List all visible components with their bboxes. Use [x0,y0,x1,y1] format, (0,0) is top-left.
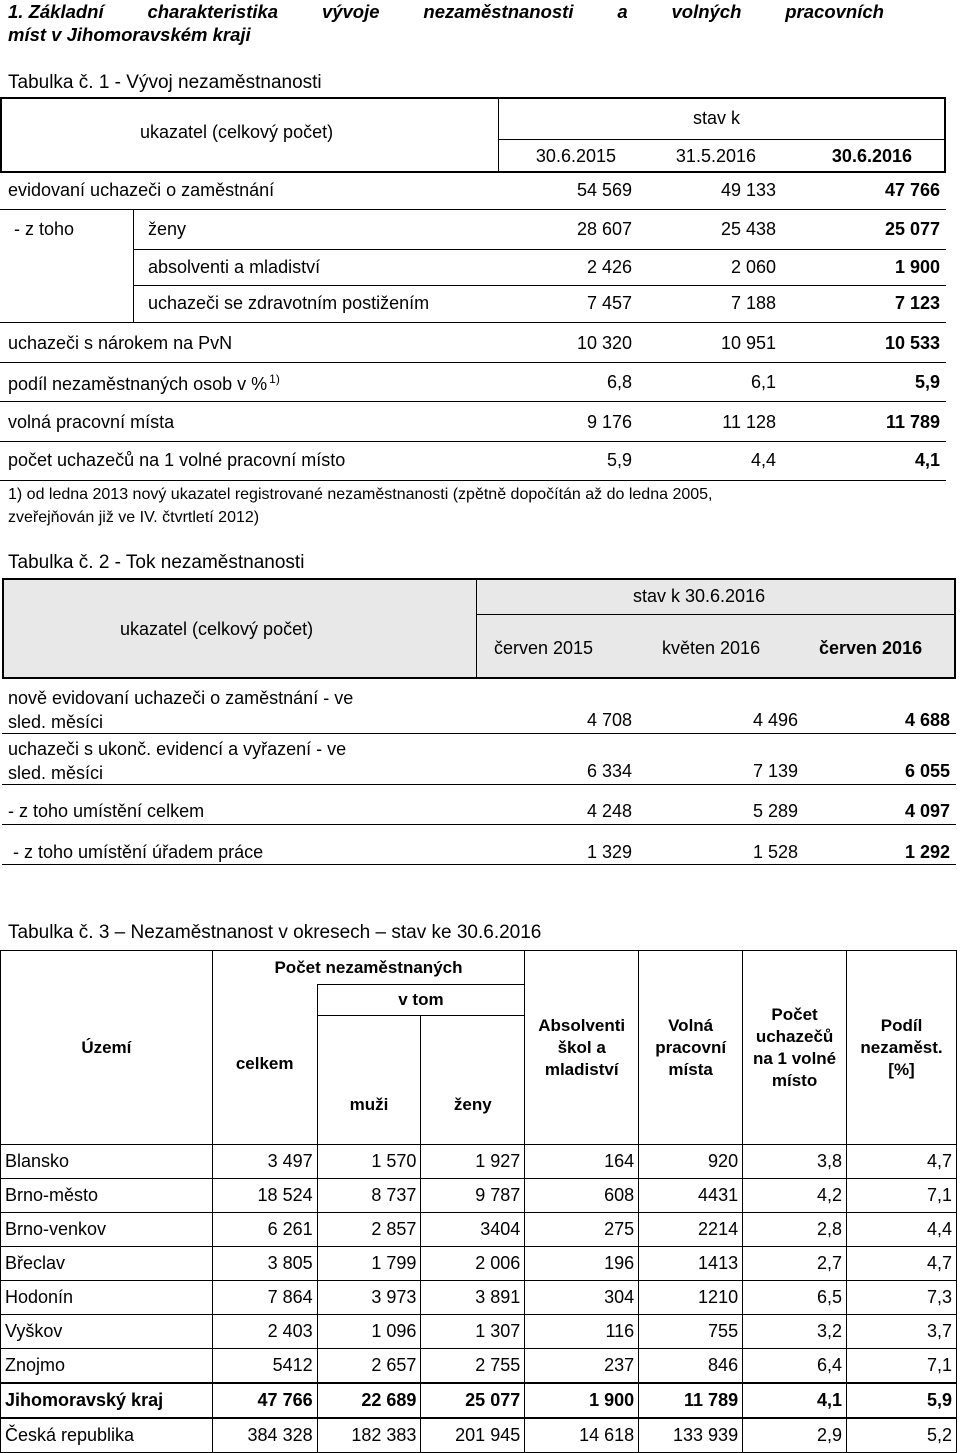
table3-cell: 1 927 [421,1145,525,1179]
heading-word: 1. Základní [8,1,104,22]
table2-cell: 1 329 [586,842,632,862]
table3-cell: 2 006 [421,1247,525,1281]
table-row [1,1383,957,1418]
table1-row-label: volná pracovní místa [8,412,175,432]
table3-cell: 14 618 [525,1418,639,1453]
table3-header-celkem: celkem [212,985,317,1145]
table1-cell: 6,8 [606,372,632,392]
table3-region: Břeclav [1,1247,213,1281]
table2-cell: 4 496 [752,710,798,730]
table3-cell: 1 570 [317,1145,421,1179]
table3-cell: 3 497 [212,1145,317,1179]
table3-region: Brno-venkov [1,1213,213,1247]
table3-cell: 2,9 [743,1418,847,1453]
table-row [1,1145,957,1179]
table-row [1,1315,957,1349]
heading-line2: míst v Jihomoravském kraji [8,24,251,45]
table3-cell: 275 [525,1213,639,1247]
table3-cell: 4,7 [847,1247,957,1281]
table3-cell: 3,8 [743,1145,847,1179]
table1-row-prefix: - z toho [14,219,75,239]
table1-cell: 25 438 [720,219,776,239]
table3-cell: 5412 [212,1349,317,1384]
table3-header-pocet: Počet nezaměstnaných [212,951,525,985]
table3-region: Jihomoravský kraj [1,1383,213,1418]
table3-cell: 6,4 [743,1349,847,1384]
table-row [1,1349,957,1384]
table1-cell: 28 607 [576,219,632,239]
table3-cell: 201 945 [421,1418,525,1453]
table3-cell: 18 524 [212,1179,317,1213]
table3-cell: 133 939 [639,1418,743,1453]
table2-row-label-line: nově evidovaní uchazeči o zaměstnání - ve [8,688,354,708]
table3-cell: 6 261 [212,1213,317,1247]
table1-cell: 7 457 [586,293,632,313]
table3-cell: 4,7 [847,1145,957,1179]
table2-cell: 1 292 [904,842,950,862]
table2-row-label-line: uchazeči s ukonč. evidencí a vyřazení - ve [8,739,347,759]
table3 [0,950,957,1453]
table3-cell: 2,7 [743,1247,847,1281]
table3-cell: 304 [525,1281,639,1315]
footnote-marker: 1) [269,372,280,386]
table3-header-podil: Podíl nezaměst. [%] [847,951,957,1145]
section-heading [8,0,884,46]
table1-cell: 10 320 [576,333,632,353]
table2-cell: 4 097 [904,801,950,821]
table1-cell: 2 426 [586,257,632,277]
table2-cell: 4 688 [904,710,950,730]
table2-row-label-line: sled. měsíci [8,712,104,732]
table1-caption: Tabulka č. 1 - Vývoj nezaměstnanosti [8,72,322,93]
table1-cell: 10 951 [720,333,776,353]
table2-cell: 6 334 [586,761,632,781]
table2-col-header: květen 2016 [662,638,761,658]
table3-header-vtom: v tom [317,985,525,1016]
table2-cell: 4 248 [586,801,632,821]
table1-cell: 4,4 [750,450,776,470]
table1-cell: 5,9 [914,372,940,392]
table3-header-uzemi: Území [1,951,213,1145]
table3-region: Brno-město [1,1179,213,1213]
table-row [1,1179,957,1213]
table3-cell: 1 307 [421,1315,525,1349]
table3-cell: 7 864 [212,1281,317,1315]
table3-cell: 4,1 [743,1383,847,1418]
table3-cell: 1413 [639,1247,743,1281]
table1-cell: 49 133 [720,180,776,200]
table3-header-pocet-uch: Počet uchazečů na 1 volné místo [743,951,847,1145]
table3-body [1,1145,957,1453]
table1-header-group: stav k [693,108,741,128]
table2-col-header: červen 2016 [819,638,923,658]
table3-cell: 1210 [639,1281,743,1315]
table3-cell: 4431 [639,1179,743,1213]
table3-cell: 3 805 [212,1247,317,1281]
table3-cell: 1 096 [317,1315,421,1349]
table3-cell: 2 657 [317,1349,421,1384]
table1-cell: 7 188 [730,293,776,313]
table3-caption: Tabulka č. 3 – Nezaměstnanost v okresech – stav ke 30.6.2016 [8,922,542,943]
table3-cell: 3,7 [847,1315,957,1349]
table2-row-label [8,686,353,734]
heading-word: pracovních [785,1,884,22]
table1-col-header: 30.6.2015 [535,146,616,166]
table3-cell: 5,2 [847,1418,957,1453]
table3-cell: 7,3 [847,1281,957,1315]
table1-row-label: absolventi a mladiství [148,257,321,277]
table3-cell: 608 [525,1179,639,1213]
table1-cell: 54 569 [576,180,632,200]
table3-region: Hodonín [1,1281,213,1315]
table3-cell: 182 383 [317,1418,421,1453]
table1-cell: 11 128 [722,412,776,432]
table3-cell: 47 766 [212,1383,317,1418]
table1-cell: 2 060 [730,257,776,277]
table3-cell: 2 403 [212,1315,317,1349]
table1-cell: 1 900 [894,257,940,277]
table3-region: Vyškov [1,1315,213,1349]
table3-cell: 2 857 [317,1213,421,1247]
table3-region: Znojmo [1,1349,213,1384]
heading-word: vývoje [321,1,380,22]
table3-cell: 755 [639,1315,743,1349]
table1-col-header: 30.6.2016 [831,146,912,166]
table-row [1,1281,957,1315]
table1-cell: 9 176 [586,412,632,432]
table1-row-label: evidovaní uchazeči o zaměstnání [8,180,275,200]
table3-cell: 5,9 [847,1383,957,1418]
table2-row-label-line: sled. měsíci [8,763,104,783]
table3-cell: 3 891 [421,1281,525,1315]
table2-cell: 5 289 [752,801,798,821]
table3-cell: 846 [639,1349,743,1384]
table1-row-label: ženy [148,219,187,239]
heading-word: a [617,1,628,22]
table2-cell: 7 139 [752,761,798,781]
table3-cell: 22 689 [317,1383,421,1418]
table3-cell: 2214 [639,1213,743,1247]
table3-region: Česká republika [1,1418,213,1453]
table1-row-label: počet uchazečů na 1 volné pracovní místo [8,450,346,470]
table3-cell: 116 [525,1315,639,1349]
table3-header-zeny: ženy [421,1016,525,1145]
table3-cell: 237 [525,1349,639,1384]
table1-footnote [8,483,712,529]
table-row [1,1213,957,1247]
table3-cell: 3404 [421,1213,525,1247]
table3-cell: 1 799 [317,1247,421,1281]
table2-row-label: - z toho umístění celkem [8,801,205,821]
table1-cell: 47 766 [884,180,940,200]
table3-cell: 9 787 [421,1179,525,1213]
table3-cell: 4,2 [743,1179,847,1213]
table3-cell: 8 737 [317,1179,421,1213]
table2-caption: Tabulka č. 2 - Tok nezaměstnanosti [8,552,305,573]
table3-cell: 4,4 [847,1213,957,1247]
table2-cell: 4 708 [586,710,632,730]
table3-cell: 920 [639,1145,743,1179]
heading-word: volných [671,1,742,22]
footnote-line: 1) od ledna 2013 nový ukazatel registrované nezaměstnanosti (zpětně dopočítán až do ledna 2005, [8,486,713,503]
table3-cell: 196 [525,1247,639,1281]
table2-cell: 1 528 [752,842,798,862]
table2-row-label: - z toho umístění úřadem práce [8,842,264,862]
table-row [1,1247,957,1281]
table3-header-volna: Volná pracovní místa [639,951,743,1145]
table1-col-header: 31.5.2016 [675,146,756,166]
table1-header-label: ukazatel (celkový počet) [140,122,334,142]
table3-cell: 2,8 [743,1213,847,1247]
table1-cell: 6,1 [750,372,776,392]
table3-cell: 164 [525,1145,639,1179]
table3-region: Blansko [1,1145,213,1179]
table2-header-label: ukazatel (celkový počet) [120,619,314,639]
table2-row-label [8,737,346,785]
table1-row-label [8,372,280,395]
table3-cell: 6,5 [743,1281,847,1315]
table2-col-header: červen 2015 [494,638,594,658]
table3-cell: 1 900 [525,1383,639,1418]
table3-header-muzi: muži [317,1016,421,1145]
table3-cell: 3 973 [317,1281,421,1315]
table3-cell: 3,2 [743,1315,847,1349]
table2-header-group: stav k 30.6.2016 [633,586,766,606]
table3-cell: 7,1 [847,1349,957,1384]
table1-cell: 11 789 [885,412,940,432]
table-row [1,1418,957,1453]
table1-cell: 25 077 [884,219,940,239]
table3-cell: 11 789 [639,1383,743,1418]
table3-cell: 25 077 [421,1383,525,1418]
table3-cell: 2 755 [421,1349,525,1384]
table1-cell: 7 123 [894,293,940,313]
footnote-line: zveřejňován již ve IV. čtvrtletí 2012) [8,509,260,526]
table2-cell: 6 055 [904,761,950,781]
heading-word: nezaměstnanosti [423,1,574,22]
table1-cell: 4,1 [914,450,940,470]
table1-cell: 10 533 [884,333,940,353]
table1-row-label: uchazeči se zdravotním postižením [148,293,430,313]
table1-row-label: uchazeči s nárokem na PvN [8,333,233,353]
table3-cell: 7,1 [847,1179,957,1213]
heading-word: charakteristika [147,1,279,22]
table3-cell: 384 328 [212,1418,317,1453]
table3-header-absolventi: Absolventi škol a mladiství [525,951,639,1145]
table1-cell: 5,9 [606,450,632,470]
table1-row-label-text: podíl nezaměstnaných osob v % [8,374,268,394]
